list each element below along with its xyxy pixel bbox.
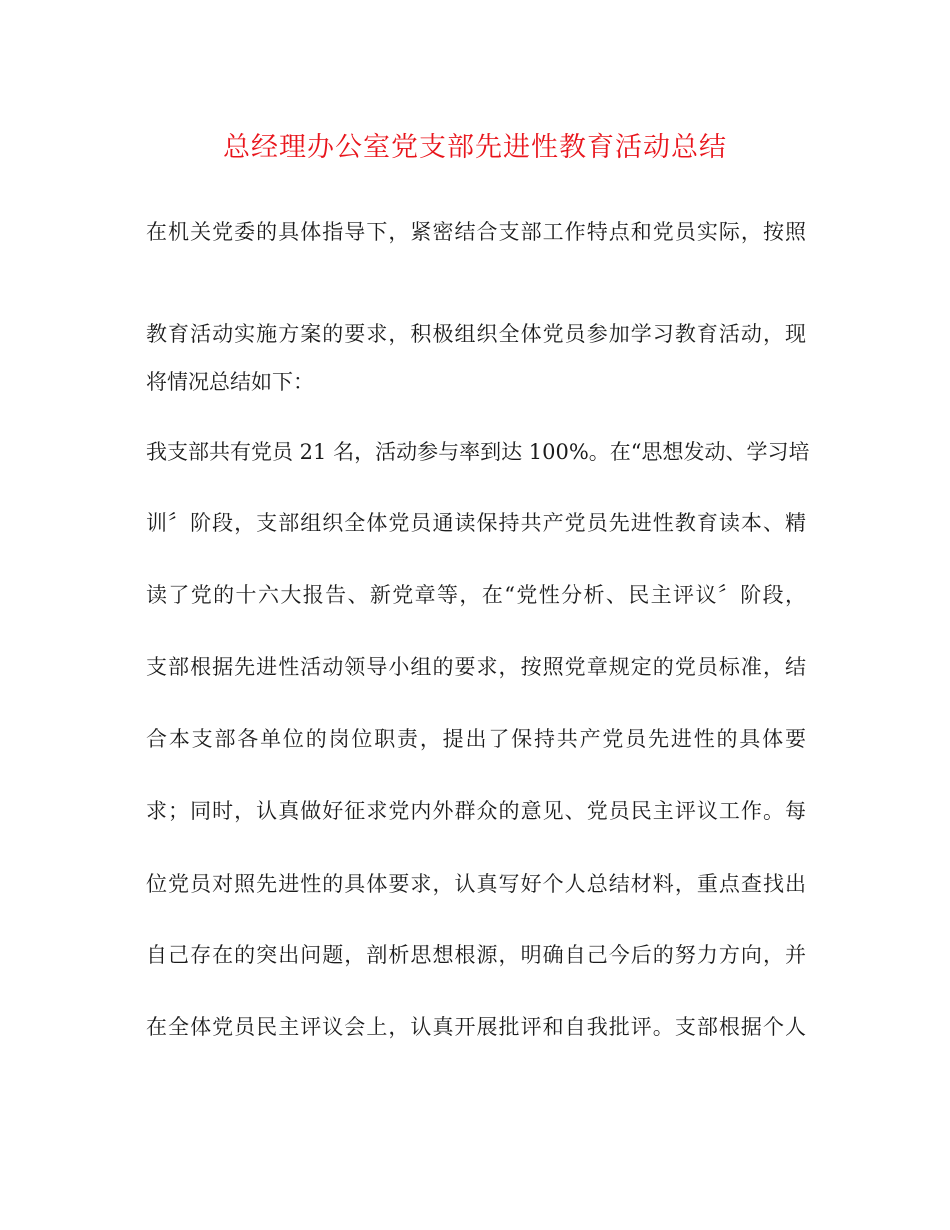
document-title: 总经理办公室党支部先进性教育活动总结	[223, 132, 727, 163]
body-line-12: 在全体党员民主评议会上，认真开展批评和自我批评。支部根据个人	[146, 1015, 806, 1039]
body-line-10: 位党员对照先进性的具体要求，认真写好个人总结材料，重点查找出	[146, 872, 806, 896]
body-line-3: 将情况总结如下：	[146, 370, 314, 394]
body-line-8: 合本支部各单位的岗位职责，提出了保持共产党员先进性的具体要	[146, 727, 806, 751]
body-line-4: 我支部共有党员 21 名，活动参与率到达 100%。在“思想发动、学习培	[146, 440, 810, 464]
body-line-7: 支部根据先进性活动领导小组的要求，按照党章规定的党员标准，结	[146, 655, 806, 679]
body-line-5: 训〞阶段，支部组织全体党员通读保持共产党员先进性教育读本、精	[146, 511, 806, 535]
body-line-1: 在机关党委的具体指导下，紧密结合支部工作特点和党员实际，按照	[146, 220, 806, 244]
body-line-9: 求；同时，认真做好征求党内外群众的意见、党员民主评议工作。每	[146, 799, 806, 823]
body-line-2: 教育活动实施方案的要求，积极组织全体党员参加学习教育活动，现	[146, 322, 806, 346]
body-line-6: 读了党的十六大报告、新党章等，在“党性分析、民主评议〞阶段，	[146, 583, 806, 607]
body-line-11: 自己存在的突出问题，剖析思想根源，明确自己今后的努力方向，并	[146, 943, 806, 967]
